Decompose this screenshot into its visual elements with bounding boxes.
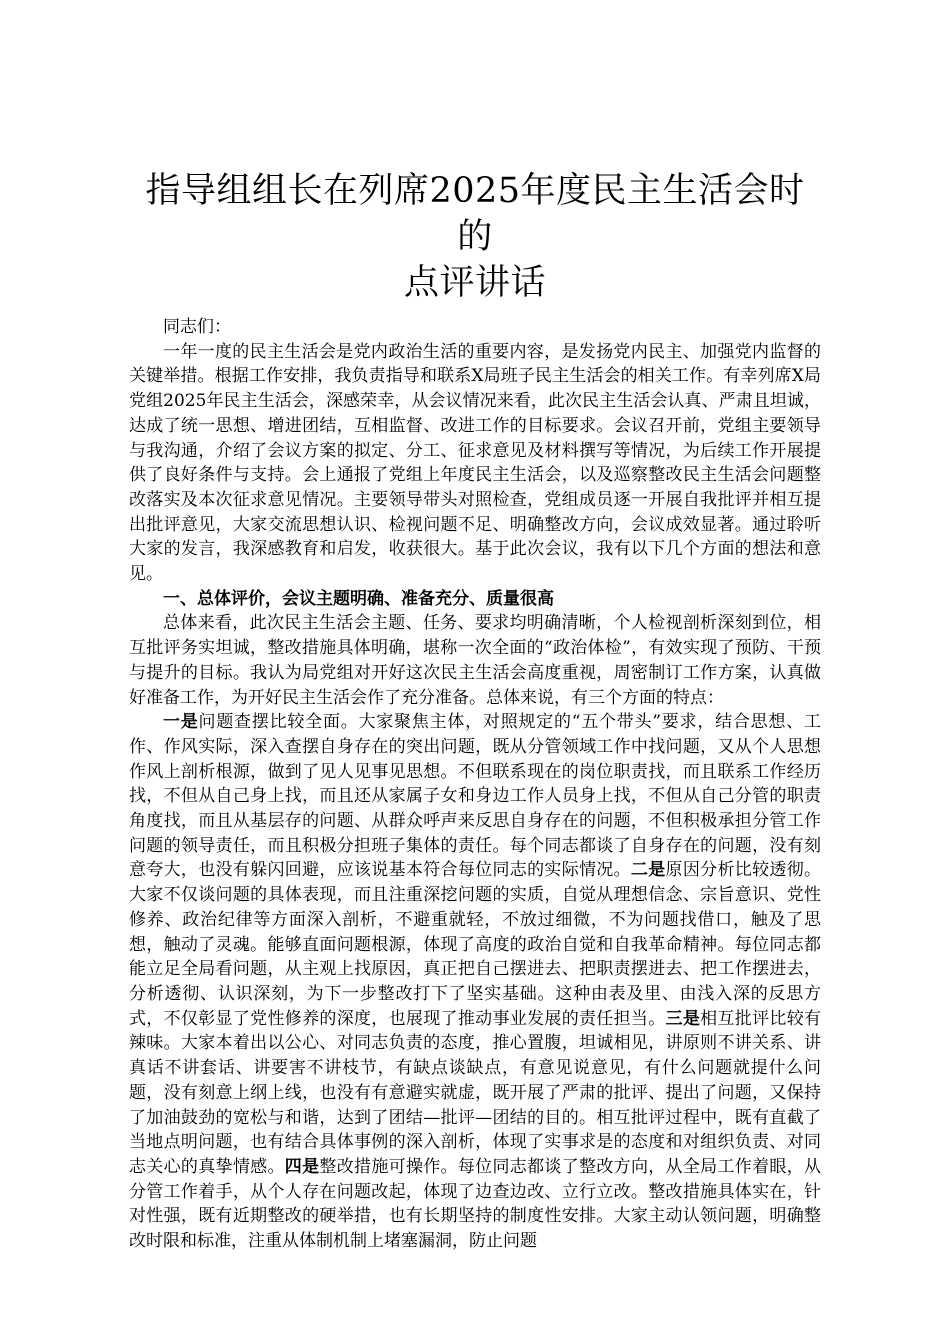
points-paragraph: [129, 710, 821, 1253]
section-1-heading: 一、总体评价，会议主题明确、准备充分、质量很高: [163, 588, 554, 609]
point-3-label: 三是: [665, 1008, 701, 1029]
point-3-text: 相互批评比较有辣味。大家本着出以公心、对同志负责的态度，推心置腹，坦诚相见，讲原则不讲关系、讲真话不讲套话、讲要害不讲枝节，有缺点谈缺点，有意见说意见，有什么问题就提什么问题，没有刻意上纲上线，也没有有意避实就虚，既开展了严肃的批评、提出了问题，又保持了加油鼓劲的宽松与和谐，达到了团结—批评—团结的目的。相互批评过程中，既有直截了当地点明问题，也有结合具体事例的深入剖析，体现了实事求是的态度和对组织负责、对同志关心的真挚情感。: [129, 1008, 822, 1177]
section-1-paragraph: 总体来看，此次民主生活会主题、任务、要求均明确清晰，个人检视剖析深刻到位，相互批评务实坦诚，整改措施具体明确，堪称一次全面的“政治体检”，有效实现了预防、干预与提升的目标。我认为局党组对开好这次民主生活会高度重视，周密制订工作方案，认真做好准备工作，为开好民主生活会作了充分准备。总体来说，有三个方面的特点：: [129, 613, 821, 708]
point-4-text: 整改措施可操作。每位同志都谈了整改方向，从全局工作着眼，从分管工作着手，从个人存在问题改起，体现了边查边改、立行立改。整改措施具体实在，针对性强，既有近期整改的硬举措，也有长期坚持的制度性安排。大家主动认领问题，明确整改时限和标准，注重从体制机制上堵塞漏洞，防止问题: [129, 1156, 822, 1252]
point-1-label: 一是: [163, 712, 199, 733]
point-2-text: 原因分析比较透彻。大家不仅谈问题的具体表现，而且注重深挖问题的实质，自觉从理想信念、宗旨意识、党性修养、政治纪律等方面深入剖析，不避重就轻，不放过细微，不为问题找借口，触及了思想，触动了灵魂。能够直面问题根源，体现了高度的政治自觉和自我革命精神。每位同志都能立足全局看问题，从主观上找原因，真正把自己摆进去、把职责摆进去、把工作摆进去，分析透彻、认识深刻，为下一步整改打下了坚实基础。这种由表及里、由浅入深的反思方式，不仅彰显了党性修养的深度，也展现了推动事业发展的责任担当。: [129, 860, 822, 1029]
point-2-label: 二是: [630, 860, 666, 881]
title-line-1: 指导组组长在列席2025年度民主生活会时的: [145, 171, 805, 257]
salutation: 同志们：: [163, 317, 231, 337]
point-1-text: 问题查摆比较全面。大家聚焦主体，对照规定的“五个带头”要求，结合思想、工作、作风实际，深入查摆自身存在的突出问题，既从分管领域工作中找问题，又从个人思想作风上剖析根源，做到了见人见事见思想。不但联系现在的岗位职责找，而且联系工作经历找，不但从自己身上找，而且还从家属子女和身边工作人员身上找，不但从自己分管的职责角度找，而且从基层存的问题、从群众呼声来反思自身存在的问题，不但积极承担分管工作问题的领导责任，而且积极分担班子集体的责任。每个同志都谈了自身存在的问题，没有刻意夸大，也没有躲闪回避，应该说基本符合每位同志的实际情况。: [129, 712, 821, 881]
document-body: [129, 315, 821, 1254]
intro-paragraph: 一年一度的民主生活会是党内政治生活的重要内容，是发扬党内民主、加强党内监督的关键举措。根据工作安排，我负责指导和联系X局班子民主生活会的相关工作。有幸列席X局党组2025年民主生活会，深感荣幸，从会议情况来看，此次民主生活会认真、严肃且坦诚，达成了统一思想、增进团结，互相监督、改进工作的目标要求。会议召开前，党组主要领导与我沟通，介绍了会议方案的拟定、分工、征求意见及材料撰写等情况，为后续工作开展提供了良好条件与支持。会上通报了党组上年度民主生活会，以及巡察整改民主生活会问题整改落实及本次征求意见情况。主要领导带头对照检查，党组成员逐一开展自我批评并相互提出批评意见，大家交流思想认识、检视问题不足、明确整改方向，会议成效显著。通过聆听大家的发言，我深感教育和启发，收获很大。基于此次会议，我有以下几个方面的想法和意见。: [129, 341, 821, 585]
point-4-label: 四是: [284, 1156, 320, 1177]
document-page: [129, 168, 821, 1254]
document-title: [129, 168, 821, 306]
title-line-2: 点评讲话: [403, 263, 546, 303]
